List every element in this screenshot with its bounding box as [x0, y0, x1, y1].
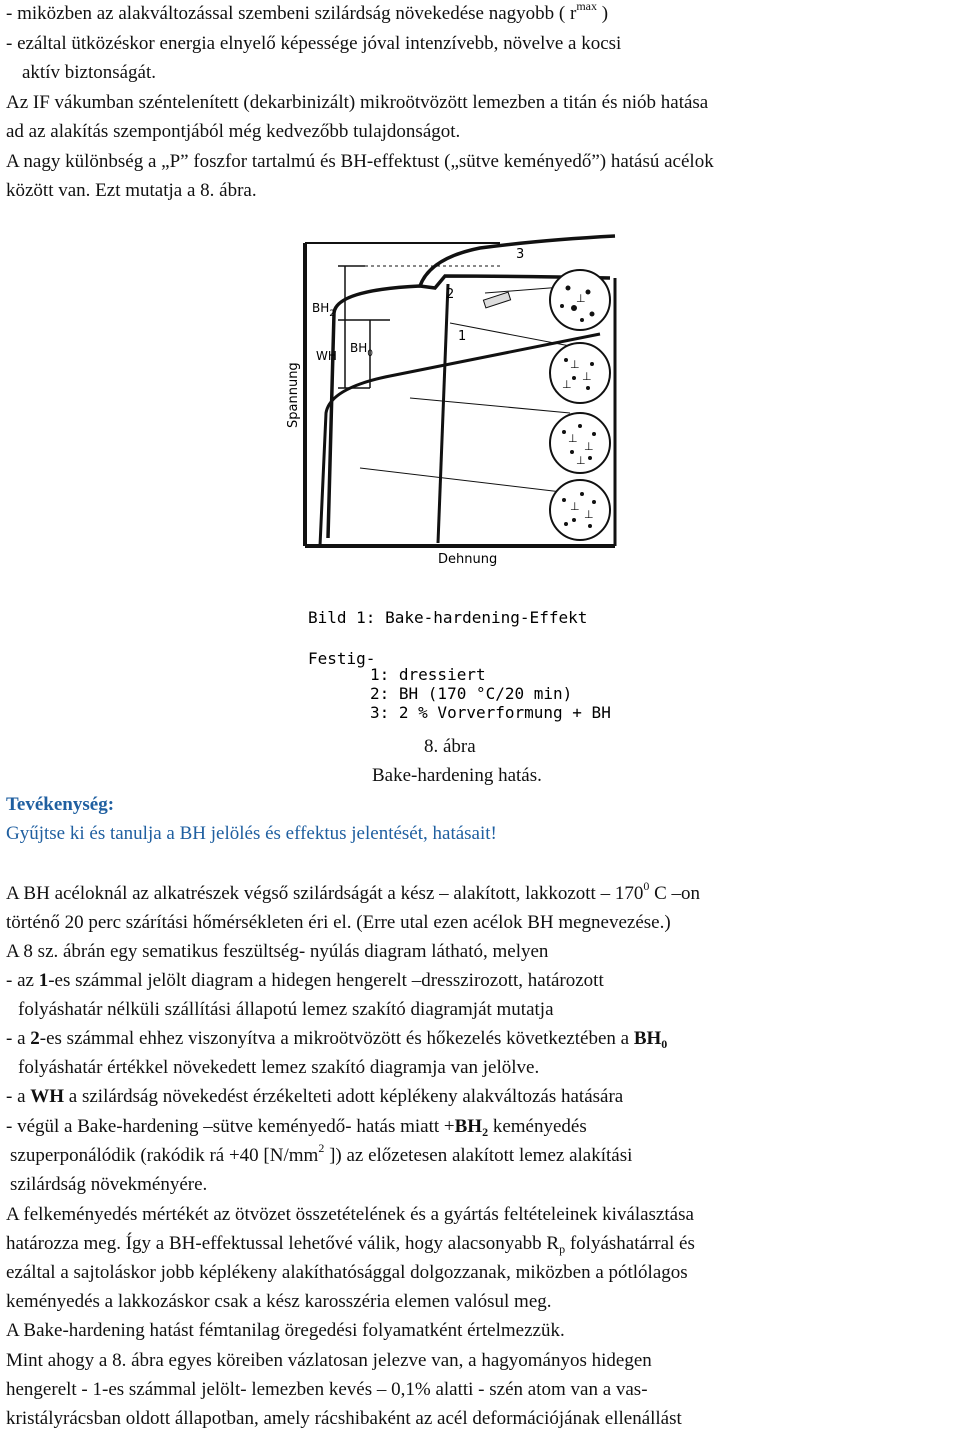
svg-text:⊥: ⊥: [584, 440, 594, 453]
intro-line-5: ad az alakítás szempontjából még kedvezőbb tulajdonságot.: [6, 121, 461, 142]
body-p4-line-3: kristályrácsban oldott állapotban, amely rácshibaként az acél deformációjának ellenállást: [6, 1408, 682, 1429]
intro-line-2: - ezáltal ütközéskor energia elnyelő képessége jóval intenzívebb, növelve a kocsi: [6, 33, 622, 54]
body-p1-line-1: A BH acéloknál az alkatrészek végső szilárdságát a kész – alakított, lakkozott – $170^0$ C –on: [6, 879, 701, 904]
microstructure-circle-4: [550, 480, 610, 540]
body-p3: A Bake-hardening hatást fémtanilag öregedési folyamatként értelmezzük.: [6, 1320, 565, 1341]
curve-marker: [483, 292, 510, 308]
activity-heading: Tevékenység:: [6, 794, 115, 815]
wh-label: WH: [316, 349, 337, 363]
legend-item-2: 2: BH (170 °C/20 min): [370, 684, 573, 703]
microstructure-circle-3: [550, 413, 610, 473]
svg-text:⊥: ⊥: [582, 370, 592, 383]
svg-text:⊥: ⊥: [576, 292, 586, 305]
body-p2-line-2: határozza meg. Így a BH-effektussal lehetővé válik, hogy alacsonyabb $R_p$ folyáshatárral és: [6, 1233, 695, 1256]
body-p2-line-4: keményedés a lakkozáskor csak a kész karosszéria elemen valósul meg.: [6, 1291, 552, 1312]
svg-text:⊥: ⊥: [568, 432, 578, 445]
intro-line-7: között van. Ezt mutatja a 8. ábra.: [6, 180, 257, 201]
intro-line-6: A nagy különbség a „P” foszfor tartalmú és BH-effektust („sütve keményedő”) hatású acélok: [6, 151, 714, 172]
bake-hardening-figure: [270, 228, 710, 733]
curve-3-label: 3: [516, 247, 525, 262]
bh2-label: $BH_2$: [312, 301, 335, 319]
intro-line-3: aktív biztonságát.: [22, 62, 157, 83]
body-p1-line-3: A 8 sz. ábrán egy sematikus feszültség- nyúlás diagram látható, melyen: [6, 941, 549, 962]
curve-1-label: 1: [458, 329, 467, 344]
legend-head: Festig-: [308, 649, 376, 668]
bullet-1-line-2: folyáshatár nélküli szállítási állapotú lemez szakító diagramját mutatja: [18, 999, 554, 1020]
body-p1-line-2: történő 20 perc szárítási hőmérsékleten éri el. (Erre utal ezen acélok BH megnevezése.): [6, 912, 671, 933]
intro-line-1: - miközben az alakváltozással szembeni szilárdság növekedése nagyobb ( $r^{max}$ ): [6, 0, 609, 24]
intro-line-4: Az IF vákumban széntelenített (dekarbinizált) mikroötvözött lemezben a titán és niób hatása: [6, 92, 709, 113]
svg-text:⊥: ⊥: [570, 358, 580, 371]
stress-strain-diagram: [270, 228, 710, 728]
reload-line: [438, 284, 448, 543]
bullet-2-line-2: folyáshatár értékkel növekedett lemez szakító diagramja van jelölve.: [18, 1057, 540, 1078]
activity-task: Gyűjtse ki és tanulja a BH jelölés és effektus jelentését, hatásait!: [6, 823, 497, 844]
body-p2-line-1: A felkeményedés mértékét az ötvözet összetételének és a gyártás feltételeinek kiválasztása: [6, 1204, 694, 1225]
figure-number: 8. ábra: [424, 736, 476, 757]
bullet-3-line-1: - a WH a szilárdság növekedést érzékelteti adott képlékeny alakváltozás hatására: [6, 1086, 624, 1107]
leader-3: [410, 398, 570, 413]
bullet-4-line-3: szilárdság növekményére.: [10, 1174, 208, 1195]
body-p4-line-2: hengerelt - 1-es számmal jelölt- lemezben kevés – 0,1% alatti - szén atom van a vas-: [6, 1379, 648, 1400]
svg-text:⊥: ⊥: [576, 454, 586, 467]
x-axis-label: Dehnung: [438, 552, 498, 567]
microstructure-circle-1: [550, 270, 610, 330]
figure-title: Bake-hardening hatás.: [372, 765, 542, 786]
legend-item-3: 3: 2 % Vorverformung + BH: [370, 703, 611, 722]
svg-text:⊥: ⊥: [584, 508, 594, 521]
leader-4: [360, 468, 570, 493]
bh0-label: $BH_0$: [350, 341, 373, 359]
microstructure-circle-2: [550, 343, 610, 403]
bullet-1-line-1: - az 1-es számmal jelölt diagram a hidegen hengerelt –dresszirozott, határozott: [6, 970, 604, 991]
legend-item-1: 1: dressiert: [370, 665, 486, 684]
svg-text:⊥: ⊥: [570, 500, 580, 513]
y-axis-label: Spannung: [286, 362, 301, 428]
svg-text:⊥: ⊥: [562, 378, 572, 391]
bullet-4-line-2: szuperponálódik (rakódik rá +40 [$N/mm^2$ ]) az előzetesen alakított lemez alakítási: [10, 1141, 633, 1166]
body-p2-line-3: ezáltal a sajtoláskor jobb képlékeny alakíthatósággal dolgozzanak, miközben a pótlólagos: [6, 1262, 688, 1283]
body-p4-line-1: Mint ahogy a 8. ábra egyes köreiben vázlatosan jelezve van, a hagyományos hidegen: [6, 1350, 652, 1371]
legend-title: Bild 1: Bake-hardening-Effekt: [308, 608, 588, 627]
bullet-2-line-1: - a 2-es számmal ehhez viszonyítva a mikroötvözött és hőkezelés következtében a $BH_0$: [6, 1028, 668, 1051]
bullet-4-line-1: - végül a Bake-hardening –sütve keményedő- hatás miatt $+BH_2$ keményedés: [6, 1116, 587, 1139]
curve-2-label: 2: [446, 287, 455, 302]
leader-2: [450, 323, 570, 346]
